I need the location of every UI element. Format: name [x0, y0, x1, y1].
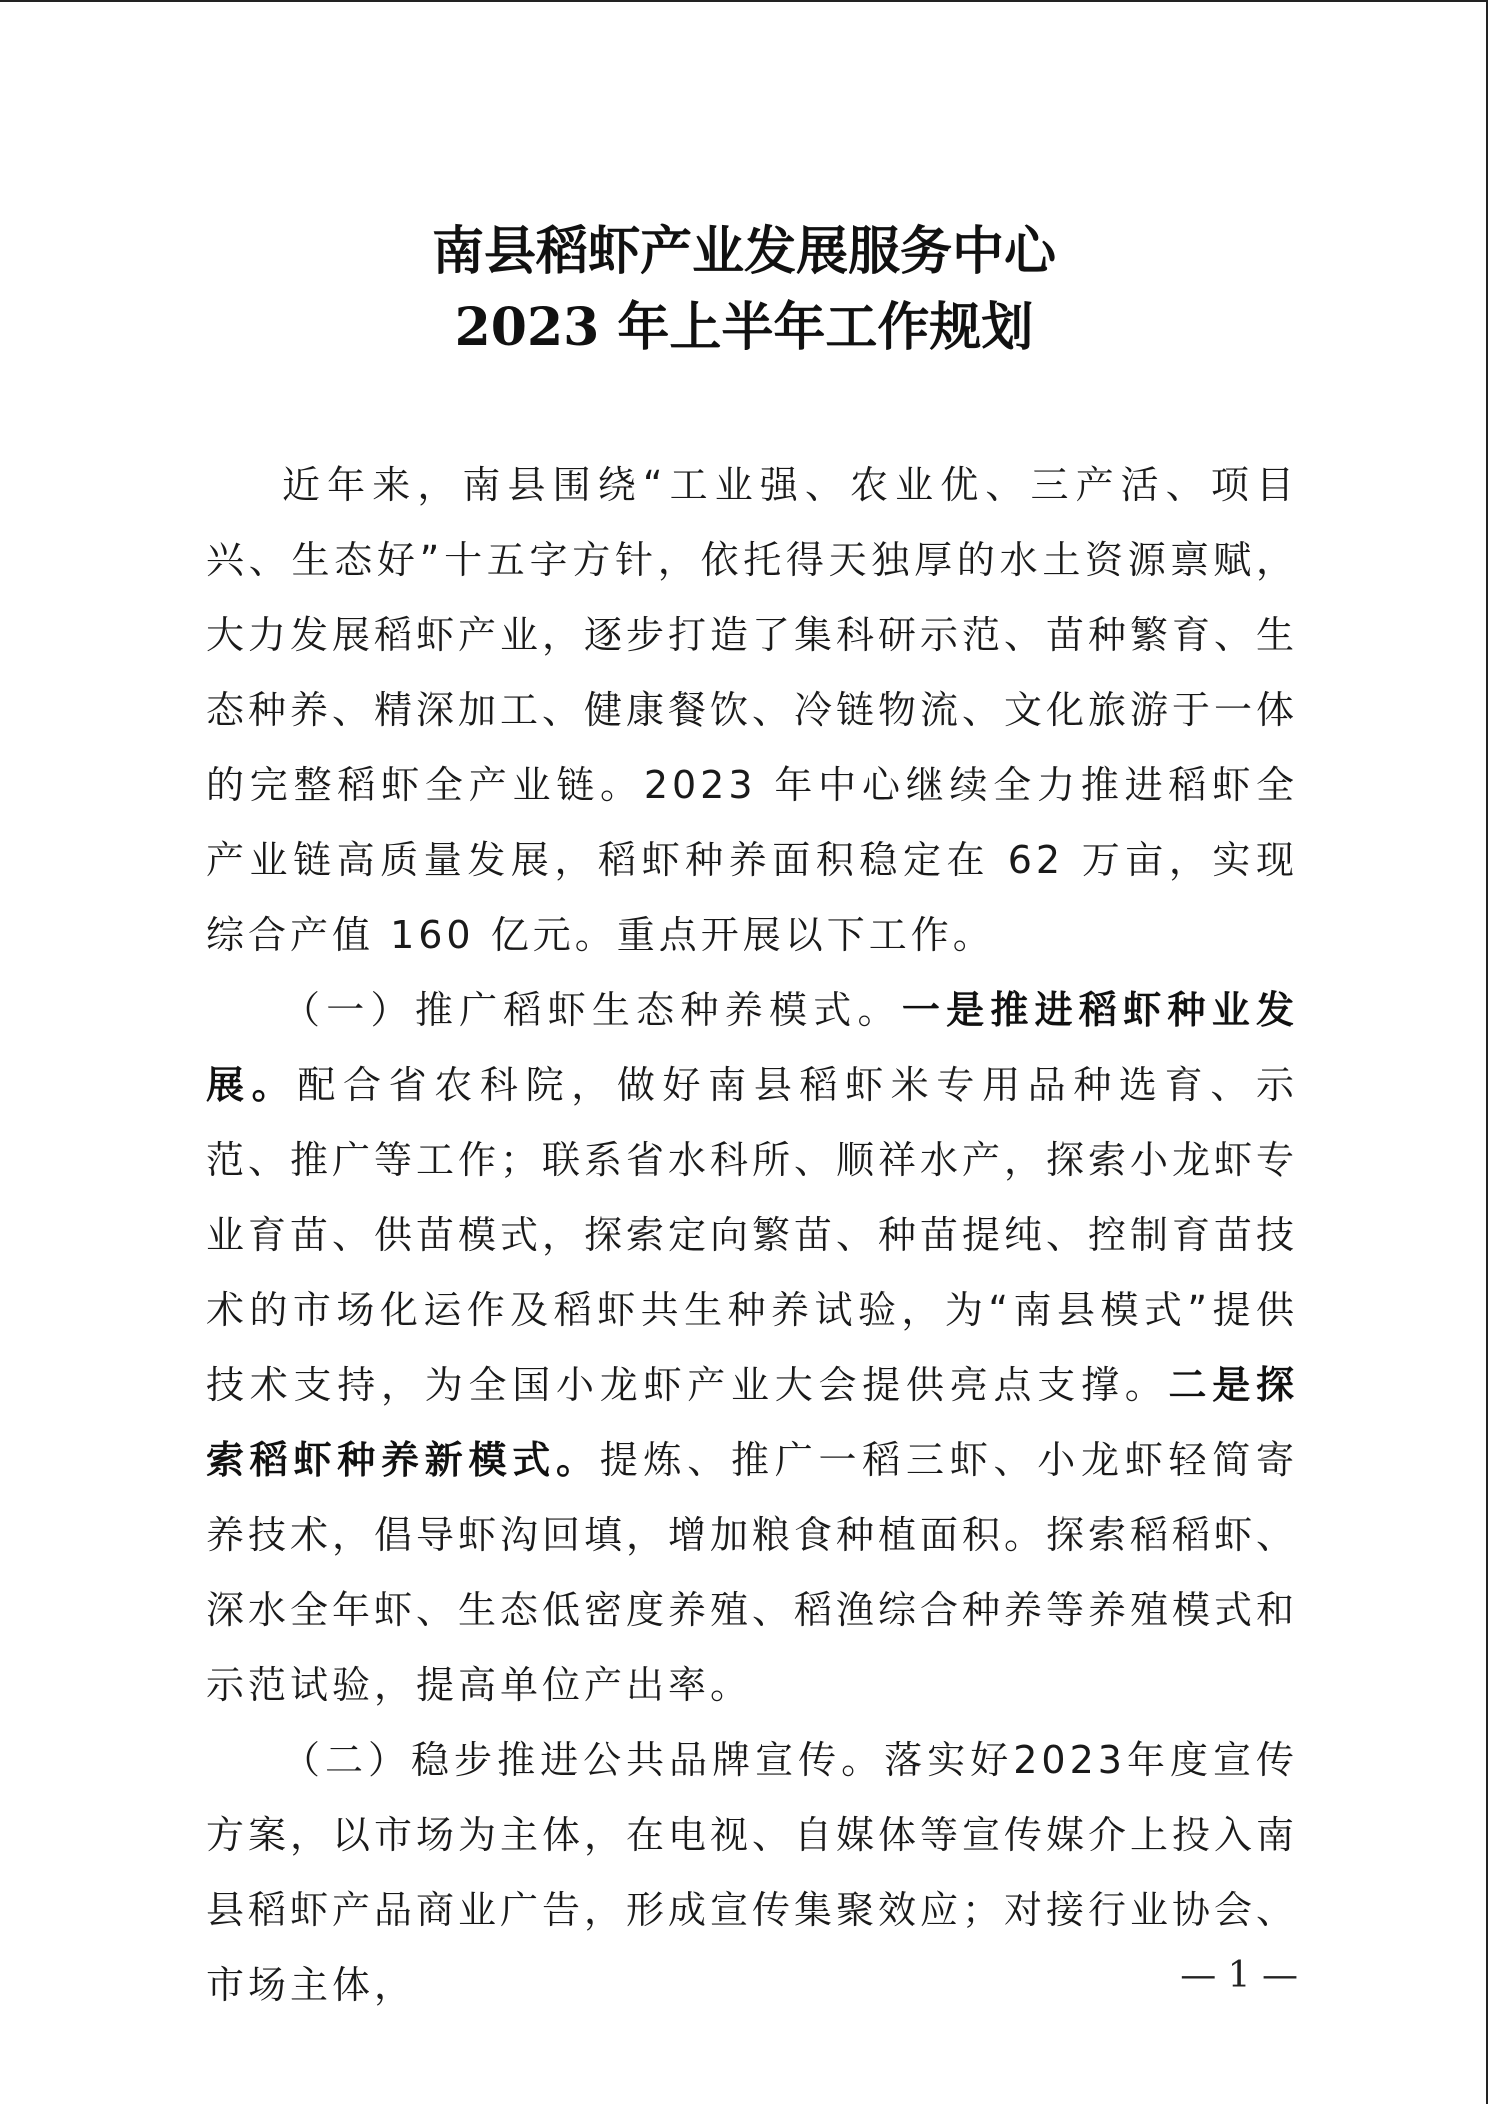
page-top-border	[0, 0, 1488, 2]
section1-point2-text: 提炼、推广一稻三虾、小龙虾轻简寄养技术，倡导虾沟回填，增加粮食种植面积。探索稻稻虾、深水全年虾、生态低密度养殖、稻渔综合种养等养殖模式和示范试验，提高单位产出率。	[206, 1438, 1299, 1707]
document-title-line1: 南县稻虾产业发展服务中心	[431, 221, 1056, 282]
section1-point1-title: 一是推进稻虾种业发展。	[206, 988, 1298, 1107]
document-title-line2: 2023 年上半年工作规划	[454, 297, 1034, 358]
section1-point2-title: 二是探索稻虾种养新模式。	[206, 1363, 1298, 1482]
section2-text: 落实好2023年度宣传方案，以市场为主体，在电视、自媒体等宣传媒介上投入南县稻虾产品商业广告，形成宣传集聚效应；对接行业协会、市场主体，	[206, 1738, 1299, 2007]
page-number: — 1 —	[1180, 1955, 1298, 1996]
section1-point1-text: 配合省农科院，做好南县稻虾米专用品种选育、示范、推广等工作；联系省水科所、顺祥水产，探索小龙虾专业育苗、供苗模式，探索定向繁苗、种苗提纯、控制育苗技术的市场化运作及稻虾共生种养试验，为“南县模式”提供技术支持，为全国小龙虾产业大会提供亮点支撑。	[206, 1063, 1299, 1407]
intro-paragraph: 近年来，南县围绕“工业强、农业优、三产活、项目兴、生态好”十五字方针，依托得天独厚的水土资源禀赋，大力发展稻虾产业，逐步打造了集科研示范、苗种繁育、生态种养、精深加工、健康餐饮、冷链物流、文化旅游于一体的完整稻虾全产业链。2023 年中心继续全力推进稻虾全产业链高质量发展，稻虾种养面积稳定在 62 万亩，实现综合产值 160 亿元。重点开展以下工作。	[206, 463, 1299, 957]
document-body	[206, 448, 1298, 2023]
section1-paragraph	[206, 973, 1298, 1723]
section1-heading: （一）推广稻虾生态种养模式。	[282, 988, 902, 1032]
section2-paragraph	[206, 1723, 1298, 2023]
section2-heading: （二）稳步推进公共品牌宣传。	[282, 1738, 885, 1782]
